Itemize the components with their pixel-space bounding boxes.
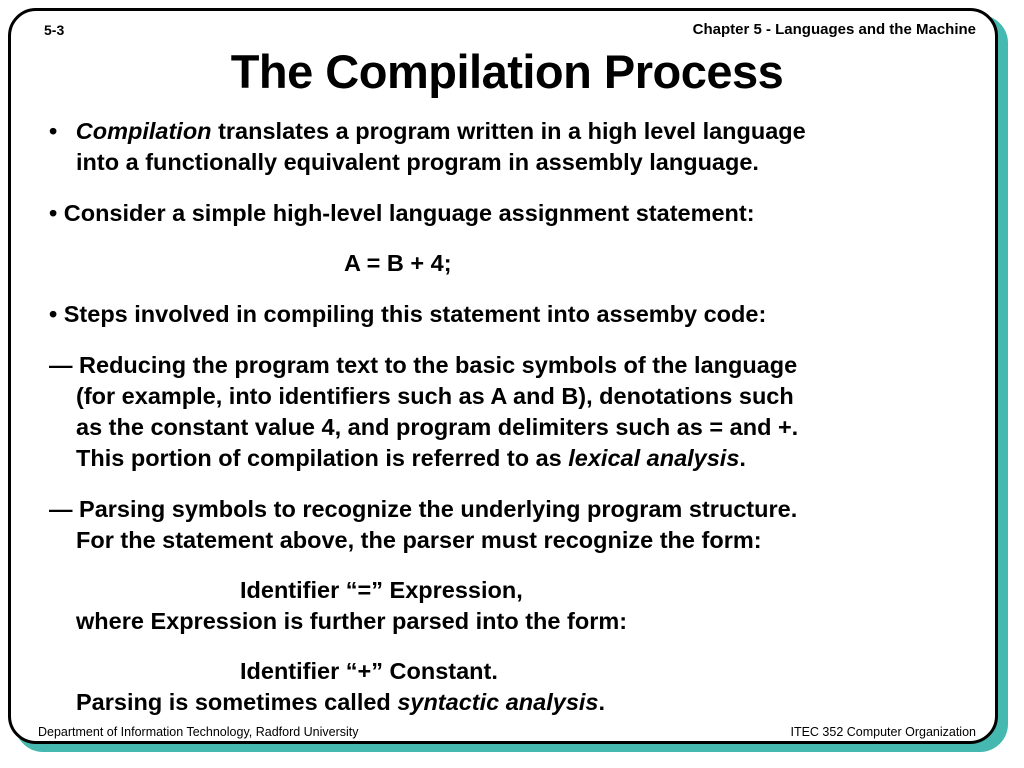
slide-title: The Compilation Process — [230, 45, 784, 98]
step1-line4-post: . — [739, 445, 746, 471]
code-statement: A = B + 4; — [344, 250, 452, 276]
term-compilation: Compilation — [75, 118, 212, 144]
step2-line4-post: . — [598, 689, 606, 715]
footer-department: Department of Information Technology, Radford University — [38, 725, 359, 739]
form-identifier-equals: Identifier “=” Expression, — [240, 577, 523, 603]
bullet-steps: • Steps involved in compiling this statement into assemby code: — [49, 301, 767, 327]
bullet-compilation-rest: translates a program written in a high level language — [218, 118, 806, 144]
term-syntactic-analysis: syntactic analysis — [397, 689, 599, 715]
slide-number: 5-3 — [44, 22, 65, 38]
footer-course: ITEC 352 Computer Organization — [790, 725, 976, 739]
step1-line4-pre: This portion of compilation is referred to as — [76, 445, 569, 471]
step2-line1: — Parsing symbols to recognize the underlying program structure. — [49, 496, 798, 522]
chapter-title: Chapter 5 - Languages and the Machine — [692, 21, 976, 38]
step2-line2: For the statement above, the parser must recognize the form: — [76, 527, 762, 553]
step1-line2: (for example, into identifiers such as A and B), denotations such — [76, 383, 794, 409]
term-lexical-analysis: lexical analysis — [568, 445, 740, 471]
step1-line3: as the constant value 4, and program delimiters such as = and +. — [76, 414, 799, 440]
step2-line3: where Expression is further parsed into the form: — [76, 608, 628, 634]
bullet-mark: • — [49, 118, 58, 144]
step1-line4 — [76, 444, 746, 472]
form-identifier-plus: Identifier “+” Constant. — [240, 658, 498, 684]
step2-line4-pre: Parsing is sometimes called — [76, 689, 398, 715]
bullet-compilation-line2: into a functionally equivalent program in assembly language. — [76, 149, 759, 175]
bullet-compilation-line1 — [49, 117, 806, 145]
bullet-consider: • Consider a simple high-level language assignment statement: — [49, 200, 755, 226]
step1-line1: — Reducing the program text to the basic symbols of the language — [49, 352, 798, 378]
step2-line4 — [76, 688, 605, 716]
